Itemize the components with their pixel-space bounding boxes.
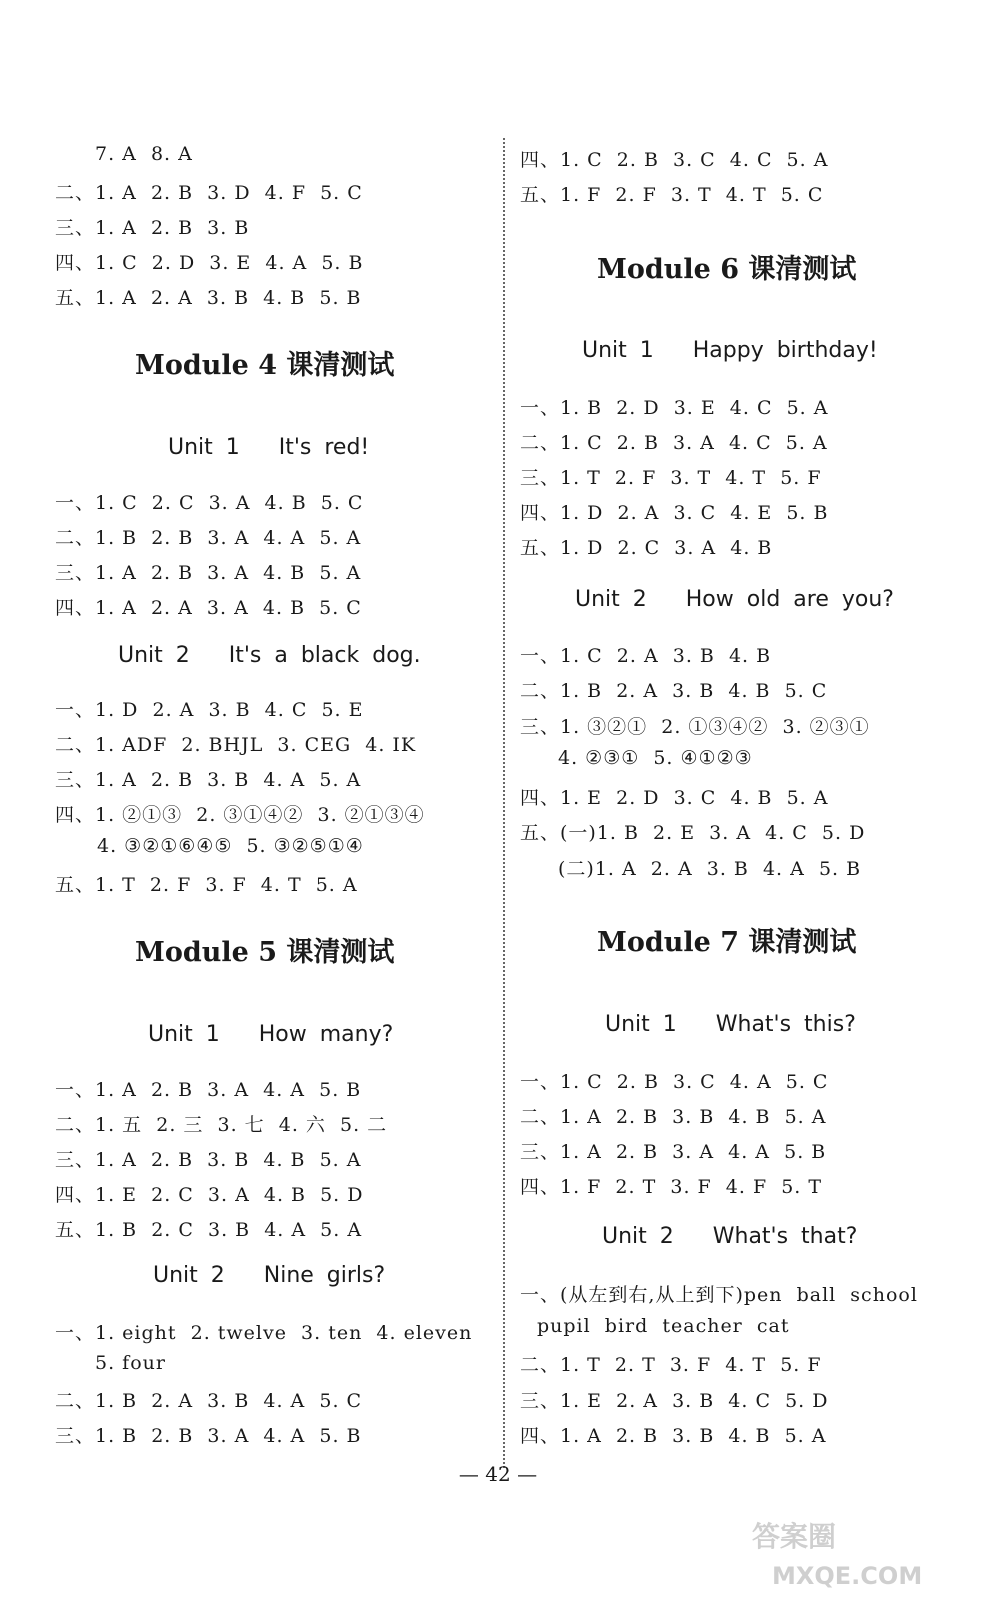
answer-line: 五、1. B 2. C 3. B 4. A 5. A — [55, 1219, 363, 1241]
answer-line: 一、1. eight 2. twelve 3. ten 4. eleven — [55, 1322, 473, 1344]
answer-line: 四、1. D 2. A 3. C 4. E 5. B — [520, 502, 829, 524]
answer-line: 四、1. A 2. B 3. B 4. B 5. A — [520, 1425, 827, 1447]
answer-line: 二、1. 五 2. 三 3. 七 4. 六 5. 二 — [55, 1114, 388, 1136]
answer-line: 4. ②③① 5. ④①②③ — [558, 747, 753, 769]
answer-line: 一、1. C 2. A 3. B 4. B — [520, 645, 772, 667]
answer-line: 四、1. A 2. A 3. A 4. B 5. C — [55, 597, 362, 619]
answer-line: 三、1. A 2. B 3. B — [55, 217, 250, 239]
answer-line: 三、1. E 2. A 3. B 4. C 5. D — [520, 1390, 829, 1412]
answer-line: 二、1. T 2. T 3. F 4. T 5. F — [520, 1354, 822, 1376]
answer-line: 二、1. B 2. B 3. A 4. A 5. A — [55, 527, 362, 549]
answer-line: 四、1. E 2. D 3. C 4. B 5. A — [520, 787, 829, 809]
unit-heading: Unit 2 It's a black dog. — [118, 643, 421, 668]
answer-line: 二、1. A 2. B 3. D 4. F 5. C — [55, 182, 363, 204]
module-heading: Module 7 课清测试 — [597, 927, 857, 958]
answer-line: 一、1. B 2. D 3. E 4. C 5. A — [520, 397, 829, 419]
answer-line: 三、1. T 2. F 3. T 4. T 5. F — [520, 467, 822, 489]
answer-line: 一、1. C 2. B 3. C 4. A 5. C — [520, 1071, 829, 1093]
unit-heading: Unit 2 What's that? — [602, 1224, 858, 1249]
answer-line: 四、1. F 2. T 3. F 4. F 5. T — [520, 1176, 823, 1198]
module-heading: Module 6 课清测试 — [597, 254, 857, 285]
answer-line: 5. four — [95, 1352, 166, 1374]
answer-line: 4. ③②①⑥④⑤ 5. ③②⑤①④ — [97, 835, 364, 857]
unit-heading: Unit 2 Nine girls? — [153, 1263, 386, 1288]
unit-heading: Unit 2 How old are you? — [575, 587, 894, 612]
answer-line: 二、1. B 2. A 3. B 4. B 5. C — [520, 680, 828, 702]
unit-heading: Unit 1 How many? — [148, 1022, 394, 1047]
answer-line: 五、1. T 2. F 3. F 4. T 5. A — [55, 874, 358, 896]
answer-line: 三、1. ③②① 2. ①③④② 3. ②③① — [520, 716, 870, 738]
unit-heading: Unit 1 What's this? — [605, 1012, 856, 1037]
answer-line: 五、1. D 2. C 3. A 4. B — [520, 537, 773, 559]
answer-line: 一、(从左到右,从上到下)pen ball school — [520, 1284, 918, 1306]
module-heading: Module 5 课清测试 — [135, 937, 395, 968]
answer-line: 二、1. B 2. A 3. B 4. A 5. C — [55, 1390, 363, 1412]
watermark-text: 答案圈 — [752, 1520, 837, 1553]
answer-line: 四、1. E 2. C 3. A 4. B 5. D — [55, 1184, 364, 1206]
answer-line: 五、1. A 2. A 3. B 4. B 5. B — [55, 287, 362, 309]
answer-line: 一、1. D 2. A 3. B 4. C 5. E — [55, 699, 364, 721]
answer-line: 四、1. ②①③ 2. ③①④② 3. ②①③④ — [55, 804, 425, 826]
unit-heading: Unit 1 Happy birthday! — [582, 338, 878, 363]
answer-line: 三、1. A 2. B 3. B 4. B 5. A — [55, 1149, 362, 1171]
answer-line: pupil bird teacher cat — [537, 1315, 790, 1337]
answer-line: 三、1. B 2. B 3. A 4. A 5. B — [55, 1425, 362, 1447]
answer-line: 五、1. F 2. F 3. T 4. T 5. C — [520, 184, 824, 206]
answer-line: 三、1. A 2. B 3. A 4. B 5. A — [55, 562, 362, 584]
answer-line: 四、1. C 2. B 3. C 4. C 5. A — [520, 149, 829, 171]
watermark-url: MXQE.COM — [772, 1562, 923, 1590]
answer-line: 四、1. C 2. D 3. E 4. A 5. B — [55, 252, 364, 274]
answer-line: (二)1. A 2. A 3. B 4. A 5. B — [558, 858, 862, 880]
unit-heading: Unit 1 It's red! — [168, 435, 370, 460]
answer-line: 三、1. A 2. B 3. B 4. A 5. A — [55, 769, 362, 791]
module-heading: Module 4 课清测试 — [135, 350, 395, 381]
answer-line: 二、1. ADF 2. BHJL 3. CEG 4. IK — [55, 734, 417, 756]
page-number: — 42 — — [458, 1462, 538, 1486]
column-divider — [503, 138, 505, 1468]
answer-line: 三、1. A 2. B 3. A 4. A 5. B — [520, 1141, 827, 1163]
answer-line: 二、1. C 2. B 3. A 4. C 5. A — [520, 432, 828, 454]
answer-line: 7. A 8. A — [95, 143, 193, 165]
watermark-logo — [742, 1512, 982, 1592]
answer-line: 二、1. A 2. B 3. B 4. B 5. A — [520, 1106, 827, 1128]
answer-line: 五、(一)1. B 2. E 3. A 4. C 5. D — [520, 822, 866, 844]
answer-line: 一、1. A 2. B 3. A 4. A 5. B — [55, 1079, 362, 1101]
answer-line: 一、1. C 2. C 3. A 4. B 5. C — [55, 492, 364, 514]
